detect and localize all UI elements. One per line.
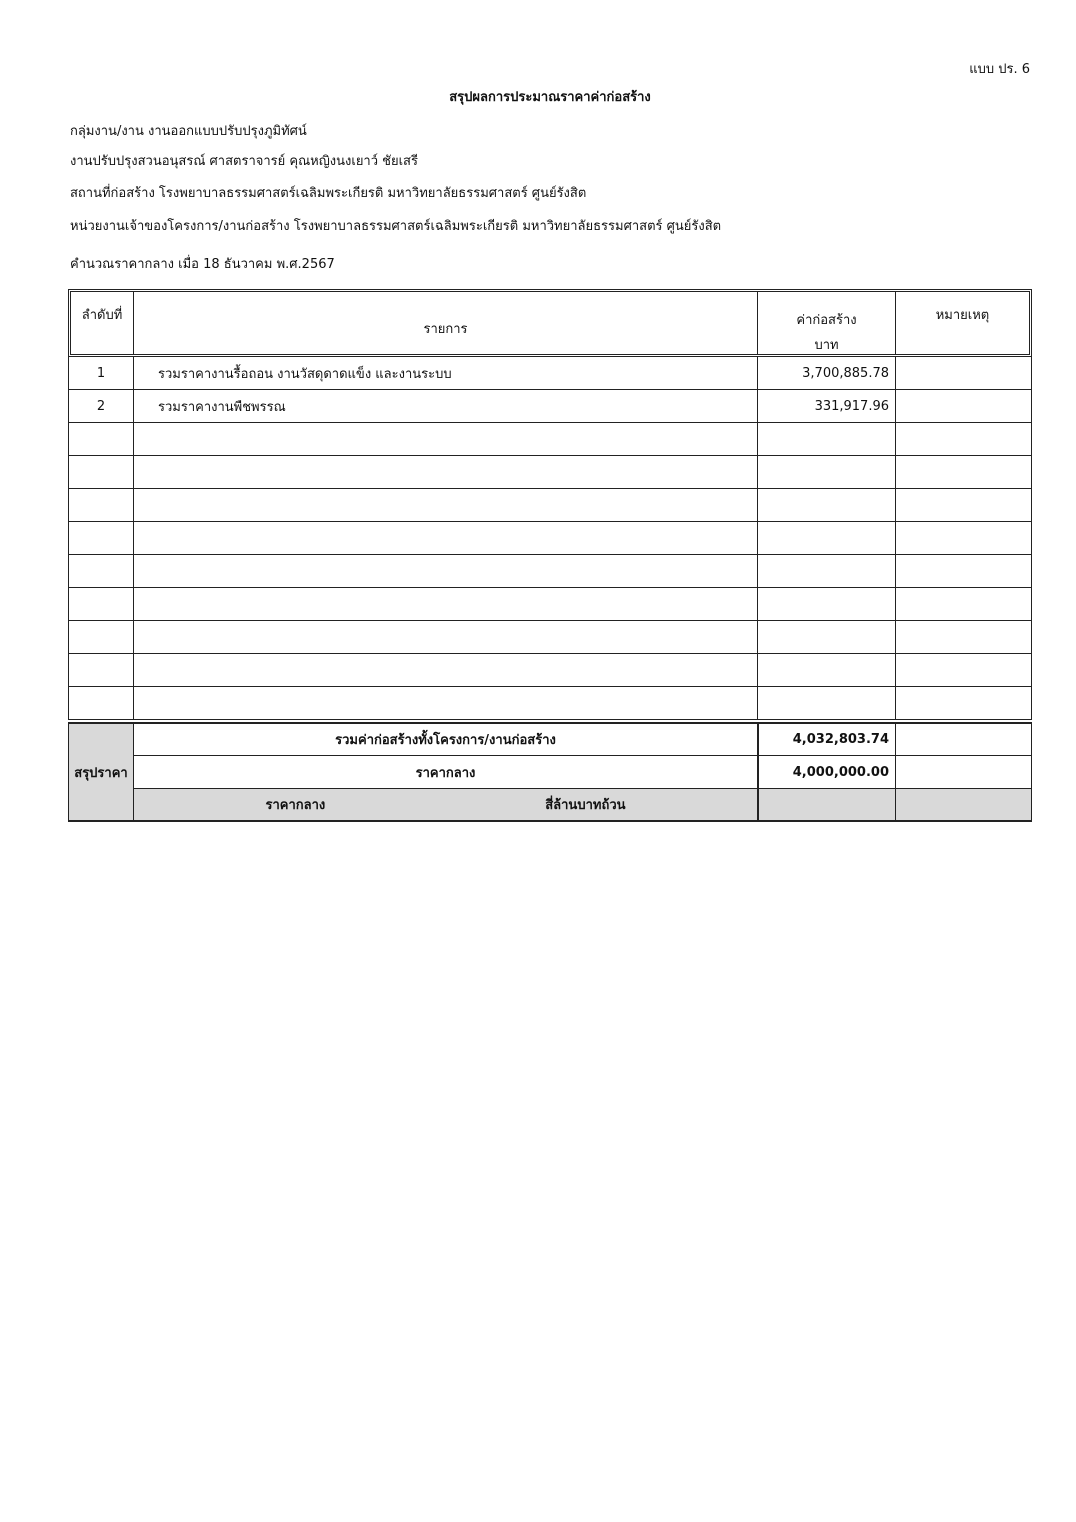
header-remark: หมายเหตุ: [935, 308, 990, 323]
row-cost: [758, 687, 896, 720]
header-cost-label: ค่าก่อสร้าง: [796, 313, 857, 328]
summary-text-remark: [896, 789, 1032, 822]
table-row: [68, 555, 1032, 588]
summary-median-remark: [896, 756, 1032, 789]
owner-line: หน่วยงานเจ้าของโครงการ/งานก่อสร้าง โรงพยาบาลธรรมศาสตร์เฉลิมพระเกียรติ มหาวิทยาลัยธรรมศาสตร์ ศูนย์รังสิต: [70, 219, 722, 234]
row-remark: [896, 522, 1032, 555]
row-remark: [896, 621, 1032, 654]
summary-median-row: [68, 756, 1032, 789]
row-cost: [758, 489, 896, 522]
row-cost: [758, 588, 896, 621]
row-remark: [896, 654, 1032, 687]
row-remark: [896, 456, 1032, 489]
table-row: [68, 588, 1032, 621]
summary-text-row: [68, 789, 1032, 822]
summary-median-value: 4,000,000.00: [758, 756, 896, 789]
row-cost: [758, 621, 896, 654]
row-remark: [896, 687, 1032, 720]
row-item: [134, 423, 758, 456]
row-no: [68, 423, 134, 456]
row-remark: [896, 357, 1032, 390]
row-no: [68, 654, 134, 687]
summary-total-remark: [896, 722, 1032, 756]
table-row: [68, 621, 1032, 654]
row-no: [68, 588, 134, 621]
row-no: [68, 522, 134, 555]
row-no: 2: [68, 390, 134, 423]
form-code: แบบ ปร. 6: [969, 62, 1030, 77]
table-row: [68, 687, 1032, 720]
row-remark: [896, 423, 1032, 456]
row-no: [68, 621, 134, 654]
project-line: งานปรับปรุงสวนอนุสรณ์ ศาสตราจารย์ คุณหญิงนงเยาว์ ชัยเสรี: [70, 154, 418, 169]
row-item: รวมราคางานพืชพรรณ: [134, 390, 758, 423]
row-no: [68, 555, 134, 588]
row-no: [68, 456, 134, 489]
row-item: [134, 456, 758, 489]
row-item: [134, 489, 758, 522]
row-no: 1: [68, 357, 134, 390]
table-row: [68, 654, 1032, 687]
work-group-line: กลุ่มงาน/งาน งานออกแบบปรับปรุงภูมิทัศน์: [70, 124, 307, 139]
row-cost: [758, 555, 896, 588]
row-no: [68, 687, 134, 720]
table-row: [68, 522, 1032, 555]
row-cost: [758, 654, 896, 687]
row-item: [134, 555, 758, 588]
location-line: สถานที่ก่อสร้าง โรงพยาบาลธรรมศาสตร์เฉลิมพระเกียรติ มหาวิทยาลัยธรรมศาสตร์ ศูนย์รังสิต: [70, 186, 587, 201]
summary-text-label: ราคากลาง: [265, 798, 326, 813]
table-row: [68, 456, 1032, 489]
row-no: [68, 489, 134, 522]
summary-text-value: สี่ล้านบาทถ้วน: [545, 798, 626, 813]
summary-median-label: ราคากลาง: [134, 756, 758, 789]
summary-total-row: [68, 722, 1032, 756]
row-item: [134, 522, 758, 555]
summary-total-value: 4,032,803.74: [758, 722, 896, 756]
row-item: [134, 588, 758, 621]
row-cost: [758, 522, 896, 555]
document-title: สรุปผลการประมาณราคาค่าก่อสร้าง: [449, 90, 651, 105]
table-row: [68, 489, 1032, 522]
row-remark: [896, 489, 1032, 522]
summary-total-label: รวมค่าก่อสร้างทั้งโครงการ/งานก่อสร้าง: [134, 722, 758, 756]
row-item: รวมราคางานรื้อถอน งานวัสดุดาดแข็ง และงานระบบ: [134, 357, 758, 390]
row-cost: 331,917.96: [758, 390, 896, 423]
table-header: [68, 289, 1032, 357]
row-cost: [758, 423, 896, 456]
row-item: [134, 654, 758, 687]
header-cost: [758, 292, 896, 354]
row-cost: 3,700,885.78: [758, 357, 896, 390]
header-cost-unit: บาท: [814, 338, 839, 353]
table-row: [68, 390, 1032, 423]
row-item: [134, 687, 758, 720]
header-no: ลำดับที่: [71, 292, 134, 354]
row-remark: [896, 555, 1032, 588]
summary-text-cost: [758, 789, 896, 822]
table-row: [68, 423, 1032, 456]
row-remark: [896, 588, 1032, 621]
header-item: รายการ: [134, 292, 758, 354]
calc-date-line: คำนวณราคากลาง เมื่อ 18 ธันวาคม พ.ศ.2567: [70, 257, 335, 272]
row-cost: [758, 456, 896, 489]
row-remark: [896, 390, 1032, 423]
row-item: [134, 621, 758, 654]
summary-text-cell: [134, 789, 758, 822]
table-row: [68, 357, 1032, 390]
summary-label: สรุปราคา: [68, 722, 134, 822]
